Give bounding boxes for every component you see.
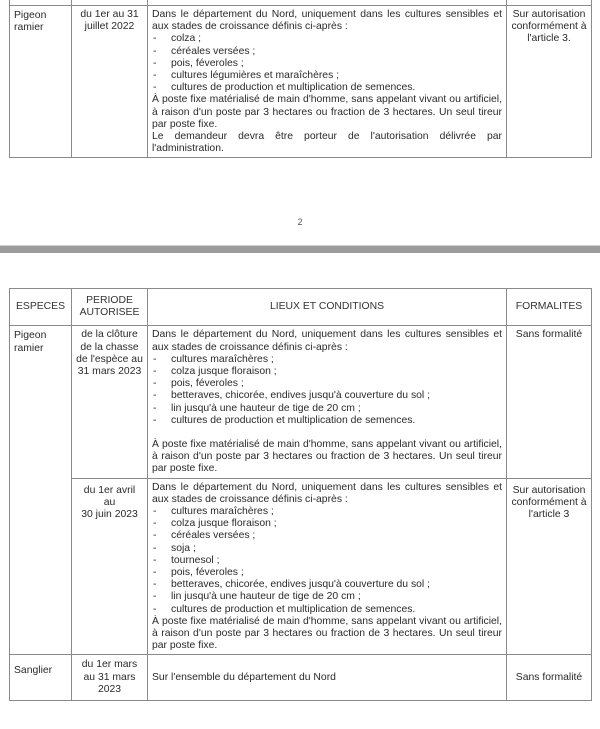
formalities-cell: Sans formalité	[507, 326, 592, 478]
header-formalities: FORMALITES	[507, 289, 592, 326]
period-cell	[72, 478, 148, 655]
page-number: 2	[297, 217, 303, 227]
formalities-cell: Sans formalité	[507, 655, 592, 701]
crop-list	[152, 33, 502, 94]
conditions-cell	[148, 6, 507, 158]
crop-item: - pois, féveroles ;	[152, 378, 502, 390]
crop-item: - cultures maraîchères ;	[152, 506, 502, 518]
crop-item: - colza jusque floraison ;	[152, 518, 502, 530]
species-cell: Sanglier	[10, 655, 72, 701]
crop-item: - betteraves, chicorée, endives jusqu'à couverture du sol ;	[152, 390, 502, 402]
crop-item: - cultures légumières et maraîchères ;	[152, 70, 502, 82]
crop-item: - colza jusque floraison ;	[152, 366, 502, 378]
crop-list	[152, 506, 502, 616]
conditions-extra: Le demandeur devra être porteur de l'autorisation délivrée par l'administration.	[152, 131, 502, 155]
crop-item: - soja ;	[152, 543, 502, 555]
table-header-row	[10, 289, 592, 326]
bottom-regulation-table	[9, 288, 592, 701]
conditions-cell: Sur l'ensemble du département du Nord	[148, 655, 507, 701]
crop-item: - cultures de production et multiplication de semences.	[152, 604, 502, 616]
period-cell: de la clôture de la chasse de l'espèce au 31 mars 2023	[72, 326, 148, 478]
crop-list	[152, 354, 502, 427]
crop-item: - cultures de production et multiplication de semences.	[152, 415, 502, 427]
period-line: 30 juin 2023	[81, 509, 138, 521]
header-conditions: LIEUX ET CONDITIONS	[148, 289, 507, 326]
conditions-cell	[148, 326, 507, 478]
formalities-cell: Sur autorisation conformément à l'article 3.	[507, 6, 592, 158]
table-row	[10, 478, 592, 655]
conditions-post: À poste fixe matérialisé de main d'homme, sans appelant vivant ou artificiel, à raison d'un poste par 3 hectares ou fraction de 3 hectares. Un seul tireur par poste fixe.	[152, 615, 502, 652]
species-cell: Pigeon ramier	[10, 326, 72, 655]
conditions-cell	[148, 478, 507, 655]
crop-item: - colza ;	[152, 33, 502, 45]
table-row	[10, 655, 592, 701]
crop-item: - cultures de production et multiplication de semences.	[152, 82, 502, 94]
table-row	[10, 6, 592, 158]
table-row	[10, 326, 592, 478]
header-species: ESPECES	[10, 289, 72, 326]
crop-item: - betteraves, chicorée, endives jusqu'à couverture du sol ;	[152, 579, 502, 591]
crop-item: - céréales versées ;	[152, 530, 502, 542]
conditions-post: À poste fixe matérialisé de main d'homme, sans appelant vivant ou artificiel, à raison d'un poste par 3 hectares ou fraction de 3 hectares. Un seul tireur par poste fixe.	[152, 94, 502, 130]
species-cell: Pigeon ramier	[10, 6, 72, 158]
crop-item: - pois, féveroles ;	[152, 567, 502, 579]
crop-item: - lin jusqu'à une hauteur de tige de 20 cm ;	[152, 403, 502, 415]
crop-item: - tournesol ;	[152, 555, 502, 567]
crop-item: - cultures maraîchères ;	[152, 354, 502, 366]
period-line: au	[103, 496, 116, 508]
crop-item: - céréales versées ;	[152, 46, 502, 58]
spacer	[152, 427, 502, 439]
period-line: du 1er avril	[83, 484, 136, 496]
conditions-intro: Dans le département du Nord, uniquement dans les cultures sensibles et aux stades de croissance définis ci-après :	[152, 9, 502, 33]
conditions-intro: Dans le département du Nord, uniquement dans les cultures sensibles et aux stades de croissance définis ci-après :	[152, 329, 502, 353]
page-break-divider	[0, 246, 600, 253]
header-period: PERIODE AUTORISEE	[72, 289, 148, 326]
formalities-cell: Sur autorisation conformément à l'article 3	[507, 478, 592, 655]
conditions-post: À poste fixe matérialisé de main d'homme, sans appelant vivant ou artificiel, à raison d'un poste par 3 hectares ou fraction de 3 hectares. Un seul tireur par poste fixe.	[152, 439, 502, 475]
top-regulation-table	[9, 0, 592, 158]
crop-item: - pois, féveroles ;	[152, 58, 502, 70]
period-cell: du 1er au 31 juillet 2022	[72, 6, 148, 158]
conditions-intro: Dans le département du Nord, uniquement dans les cultures sensibles et aux stades de croissance définis ci-après :	[152, 481, 502, 505]
period-cell: du 1er mars au 31 mars 2023	[72, 655, 148, 701]
crop-item: - lin jusqu'à une hauteur de tige de 20 cm ;	[152, 591, 502, 603]
